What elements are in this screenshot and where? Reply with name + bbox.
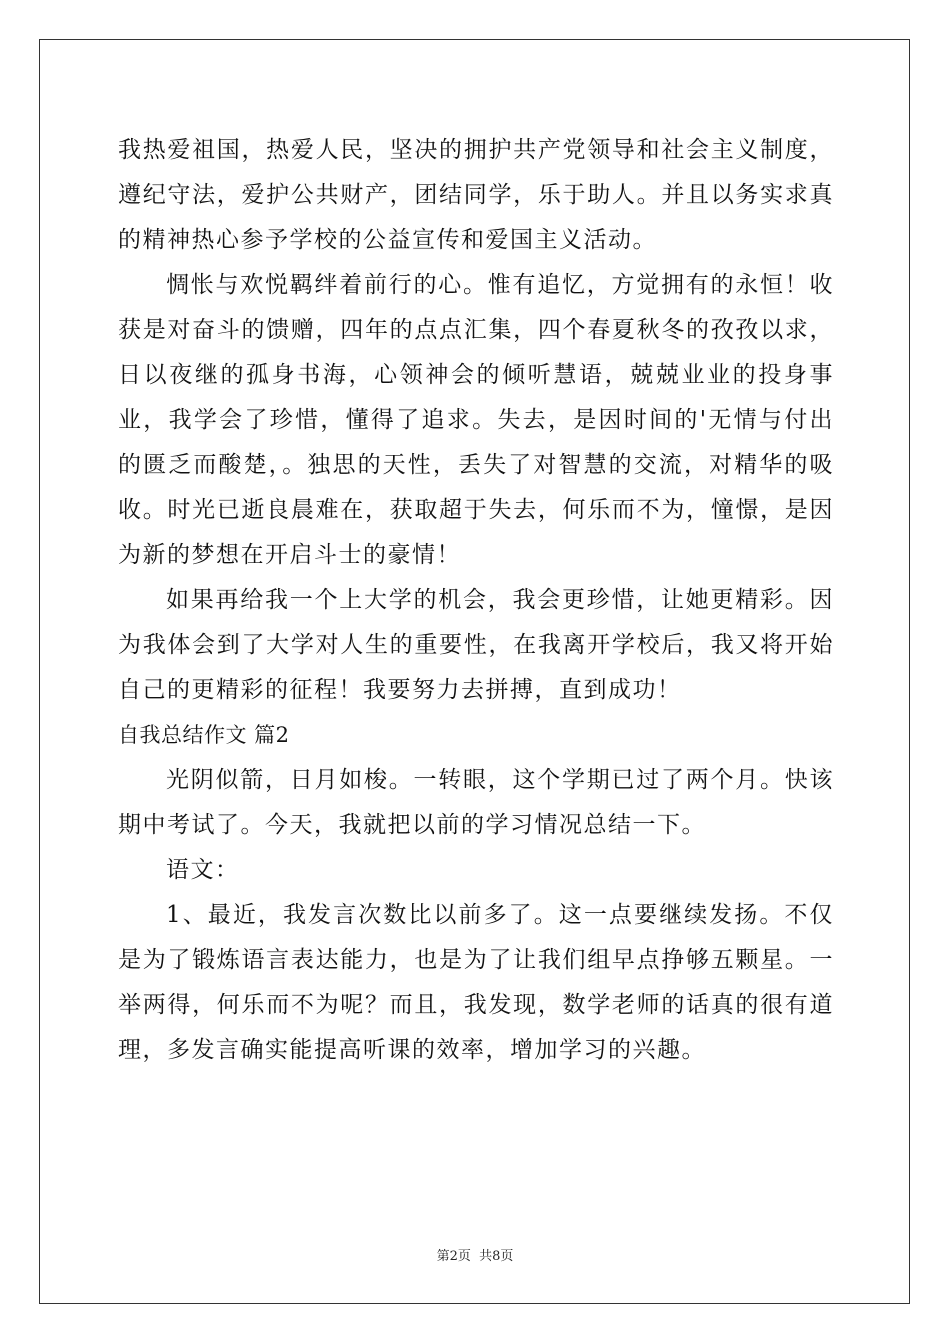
page-number: 第2页 [436, 1249, 471, 1264]
paragraph-4: 光阴似箭，日月如梭。一转眼，这个学期已过了两个月。快该期中考试了。今天，我就把以前的学习情况总结一下。 [118, 767, 834, 838]
paragraph-3: 如果再给我一个上大学的机会，我会更珍惜，让她更精彩。因为我体会到了大学对人生的重要性，在我离开学校后，我又将开始自己的更精彩的征程！我要努力去拼搏，直到成功！ [118, 587, 834, 703]
section-heading: 自我总结作文 篇2 [118, 723, 290, 747]
page-footer [0, 1245, 950, 1264]
paragraph-5: 语文： [166, 857, 240, 883]
page-total: 共8页 [479, 1249, 514, 1264]
paragraph-6: 1、最近，我发言次数比以前多了。这一点要继续发扬。不仅是为了锻炼语言表达能力，也是为了让我们组早点挣够五颗星。一举两得，何乐而不为呢？而且，我发现，数学老师的话真的很有道理，多发言确实能提高听课的效率，增加学习的兴趣。 [118, 902, 834, 1063]
paragraph-2: 惆怅与欢悦羁绊着前行的心。惟有追忆，方觉拥有的永恒！收获是对奋斗的馈赠，四年的点点汇集，四个春夏秋冬的孜孜以求，日以夜继的孤身书海，心领神会的倾听慧语，兢兢业业的投身事业，我学会了珍惜，懂得了追求。失去，是因时间的'无情与付出的匮乏而酸楚，。独思的天性，丢失了对智慧的交流，对精华的吸收。时光已逝良晨难在，获取超于失去，何乐而不为，憧憬，是因为新的梦想在开启斗士的豪情！ [118, 272, 834, 568]
document-body [118, 128, 834, 1073]
paragraph-1: 我热爱祖国，热爱人民，坚决的拥护共产党领导和社会主义制度，遵纪守法，爱护公共财产，团结同学，乐于助人。并且以务实求真的精神热心参予学校的公益宣传和爱国主义活动。 [118, 137, 834, 253]
